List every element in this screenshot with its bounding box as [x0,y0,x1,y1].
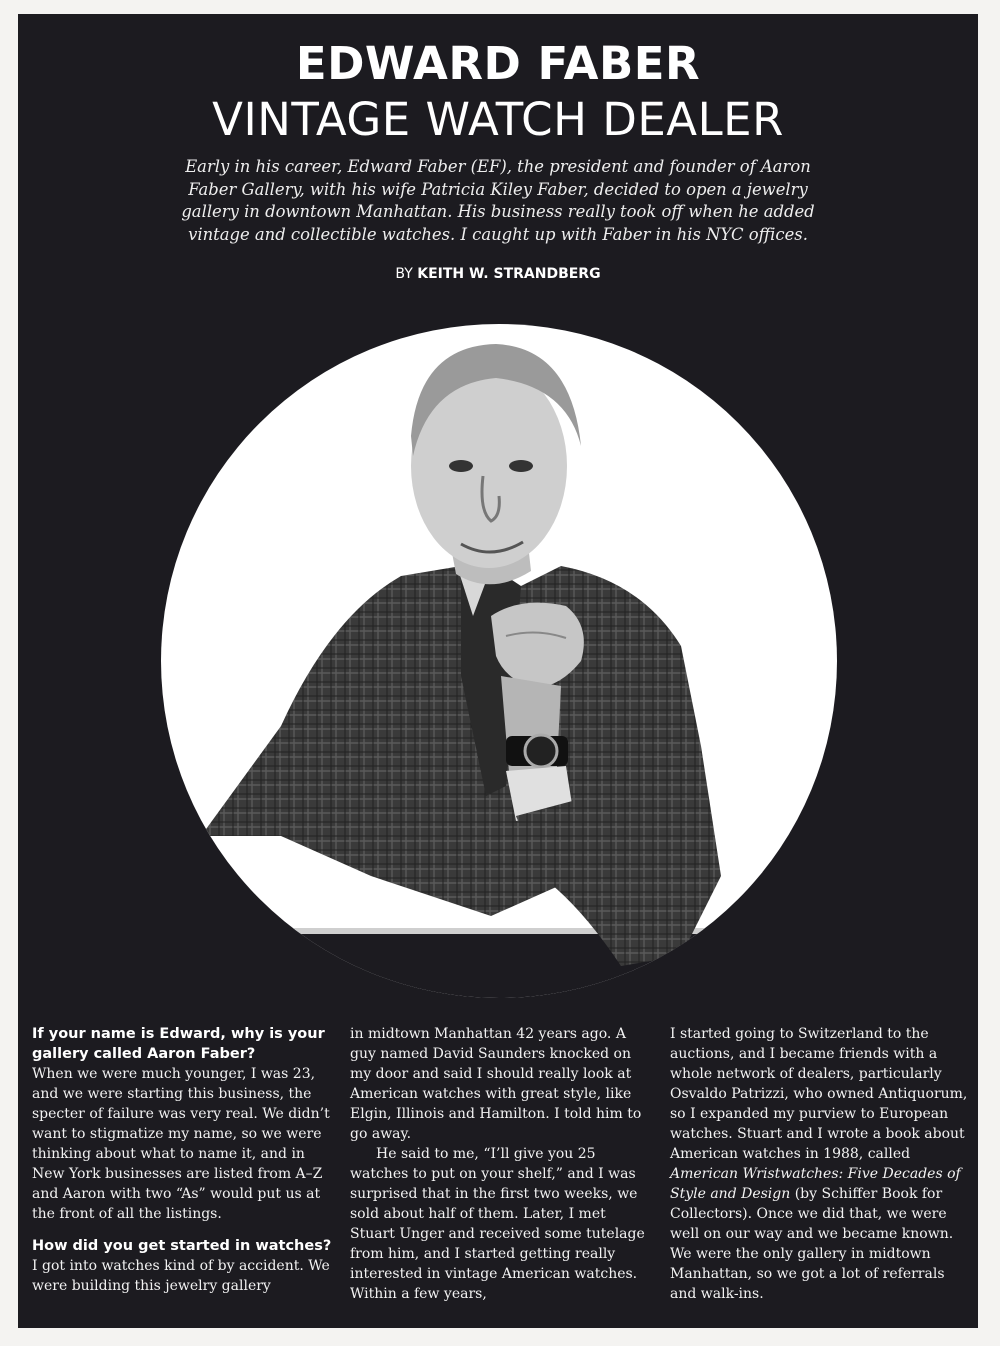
interview-question-2: How did you get started in watches? [32,1238,332,1254]
intro-paragraph: Early in his career, Edward Faber (EF), the president and founder of Aaron Faber Gallery, with his wife Patricia Kiley Faber, decided to open a jewelry gallery in downtown Manhattan. His business really took off when he added vintage and collectible watches. I caught up with Faber in his NYC offices. [181,157,815,244]
byline-author: KEITH W. STRANDBERG [417,266,601,282]
article-column-1 [32,1024,332,1296]
byline-prefix: BY [395,266,413,282]
interview-answer-1: When we were much younger, I was 23, and we were starting this business, the specter of failure was very real. We didn’t want to stigmatize my name, so we were thinking about what to name it, and in New York businesses are listed from A–Z and Aaron with two “As” would put us at the front of all the listings. [32,1066,330,1222]
column-3-text-after: (by Schiffer Book for Collectors). Once we did that, we were well on our way and we became known. We were the only gallery in midtown Manhattan, so we got a lot of referrals and walk-ins. [670,1186,954,1302]
interview-question-1: If your name is Edward, why is your gallery called Aaron Faber? [32,1026,325,1062]
headline-name: EDWARD FABER [295,37,701,90]
headline-subtitle: VINTAGE WATCH DEALER [212,93,784,146]
column-2-paragraph-1: in midtown Manhattan 42 years ago. A guy named David Saunders knocked on my door and said I should really look at American watches with great style, like Elgin, Illinois and Hamilton. I told him to go away. [350,1026,642,1142]
book-title: American Wristwatches: Five Decades of Style and Design [670,1166,961,1202]
article-column-3 [670,1024,970,1304]
column-3-paragraph-1 [670,1024,970,1304]
column-3-text-before: I started going to Switzerland to the auctions, and I became friends with a whole network of dealers, particularly Osvaldo Patrizzi, who owned Antiquorum, so I expanded my purview to European watches. Stuart and I wrote a book about American watches in 1988, called [670,1026,968,1162]
byline [18,266,978,282]
portrait-photo [161,316,837,998]
article-column-2 [350,1024,650,1304]
column-2-paragraph-2: He said to me, “I’ll give you 25 watches to put on your shelf,” and I was surprised that in the first two weeks, we sold about half of them. Later, I met Stuart Unger and received some tutelage from him, and I started getting really interested in vintage American watches. Within a few years, [350,1146,645,1302]
magazine-page [18,14,978,1328]
interview-answer-2: I got into watches kind of by accident. We were building this jewelry gallery [32,1258,330,1294]
